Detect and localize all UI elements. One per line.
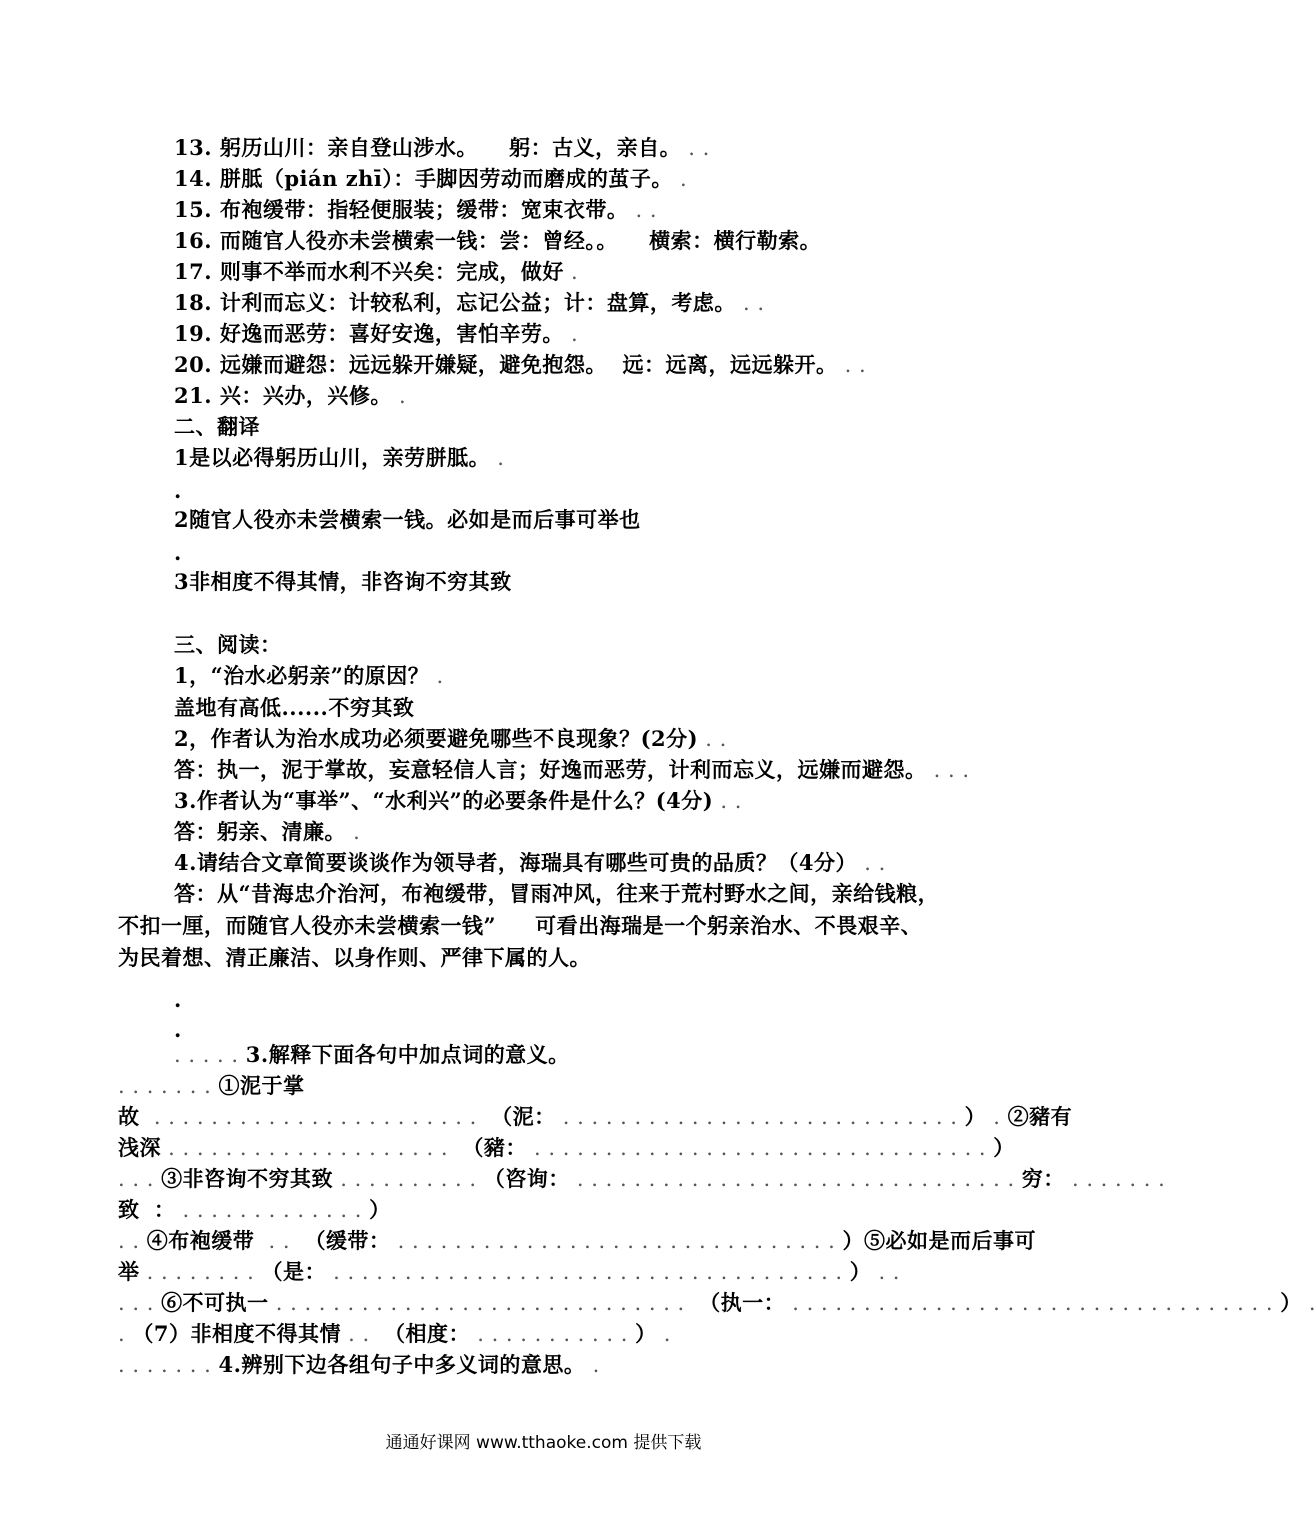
reading-a4-line3: 为民着想、清正廉洁、以身作则、严律下属的人。 xyxy=(118,945,591,970)
reading-q3: 3.作者认为“事举”、“水利兴”的必要条件是什么？(4分) . . xyxy=(174,788,742,813)
reading-a2: 答：执一，泥于掌故，妄意轻信人言；好逸而恶劳，计利而忘义，远嫌而避怨。 . . . xyxy=(174,757,970,782)
vocab-item-14: 14. 胼胝（pián zhī）：手脚因劳动而磨成的茧子。 . xyxy=(174,166,688,191)
translate-item-2: 2随官人役亦未尝横索一钱。必如是而后事可举也 xyxy=(174,507,641,532)
exercise3-line5: 致 ： . . . . . . . . . . . . . ） xyxy=(118,1197,391,1222)
exercise3-line3: 浅深 . . . . . . . . . . . . . . . . . . . . （豬： . . . . . . . . . . . . . . . . . . . . . . . . . . . . . . . . ） xyxy=(118,1135,1015,1160)
vocab-item-21: 21. 兴：兴办，兴修。 . xyxy=(174,383,407,408)
exercise3-line2: 故 . . . . . . . . . . . . . . . . . . . . . . . （泥： . . . . . . . . . . . . . . . . . . . . . . . . . . . . ） . ②豬有 xyxy=(118,1104,1073,1129)
reading-q4: 4.请结合文章简要谈谈作为领导者，海瑞具有哪些可贵的品质？（4分） . . xyxy=(174,850,886,875)
exercise3-line7: 举 . . . . . . . . （是： . . . . . . . . . . . . . . . . . . . . . . . . . . . . . . . . . . . . ） . . xyxy=(118,1259,900,1284)
exercise3-line9: . （7）非相度不得其情 . . （相度： . . . . . . . . . . . ） . xyxy=(118,1321,679,1346)
reading-a3: 答：躬亲、清廉。 . xyxy=(174,819,361,844)
exercise4-title: . . . . . . . 4.辨别下边各组句子中多义词的意思。 . xyxy=(118,1352,600,1377)
reading-a1: 盖地有高低......不穷其致 xyxy=(174,695,415,720)
vocab-item-15: 15. 布袍缓带：指轻便服装；缓带：宽束衣带。 . . xyxy=(174,197,658,222)
reading-q2: 2，作者认为治水成功必须要避免哪些不良现象？(2分) . . xyxy=(174,726,727,751)
vocab-item-17: 17. 则事不举而水利不兴矣：完成，做好 . xyxy=(174,259,579,284)
blank-dot: . xyxy=(174,478,182,503)
vocab-item-20: 20. 远嫌而避怨：远远躲开嫌疑，避免抱怨。 远：远离，远远躲开。 . . xyxy=(174,352,867,377)
reading-a4-line1: 答：从“昔海忠介治河，布袍缓带，冒雨冲风，往来于荒村野水之间，亲给钱粮， xyxy=(174,881,940,906)
exercise3-line4: . . . ③非咨询不穷其致 . . . . . . . . . . （咨询： . . . . . . . . . . . . . . . . . . . . . . . . . . . . . . . 穷： . . . . . . . xyxy=(118,1166,1173,1191)
vocab-item-13: 13. 躬历山川：亲自登山涉水。 躬：古义，亲自。 . . xyxy=(174,135,710,160)
blank-dot: . xyxy=(174,540,182,565)
reading-a4-line2: 不扣一厘，而随官人役亦未尝横索一钱” 可看出海瑞是一个躬亲治水、不畏艰辛、 xyxy=(118,913,923,938)
exercise3-line6: . . ④布袍缓带 . . （缓带： . . . . . . . . . . . . . . . . . . . . . . . . . . . . . . . ）⑤必如是而后事可 xyxy=(118,1228,1036,1253)
vocab-item-19: 19. 好逸而恶劳：喜好安逸，害怕辛劳。 . xyxy=(174,321,579,346)
translate-item-3: 3非相度不得其情，非咨询不穷其致 xyxy=(174,569,512,594)
exercise3-line1: . . . . . . . ①泥于掌 xyxy=(118,1073,305,1098)
exercise3-title: . . . . . 3.解释下面各句中加点词的意义。 xyxy=(174,1042,570,1067)
translate-item-1: 1是以必得躬历山川，亲劳胼胝。 . xyxy=(174,445,505,470)
vocab-item-18: 18. 计利而忘义：计较私利，忘记公益；计：盘算，考虑。 . . xyxy=(174,290,765,315)
vocab-item-16: 16. 而随官人役亦未尝横索一钱：尝：曾经。。 横索：横行勒索。 xyxy=(174,228,822,253)
reading-q1: 1，“治水必躬亲”的原因？ . xyxy=(174,663,444,688)
translate-heading: 二、翻译 xyxy=(174,414,260,439)
blank-dot: . xyxy=(174,987,182,1012)
footer-text: 通通好课网 www.tthaoke.com 提供下载 xyxy=(385,1433,702,1453)
exercise3-line8: . . . ⑥不可执一 . . . . . . . . . . . . . . . . . . . . . . . . . . . . . （执一： . . . . . . . . . . . . . . . . . . . . . . . . . . . . . . . . . . ） . xyxy=(118,1290,1316,1315)
blank-dot: . xyxy=(174,1017,182,1042)
reading-heading: 三、阅读： xyxy=(174,632,282,657)
